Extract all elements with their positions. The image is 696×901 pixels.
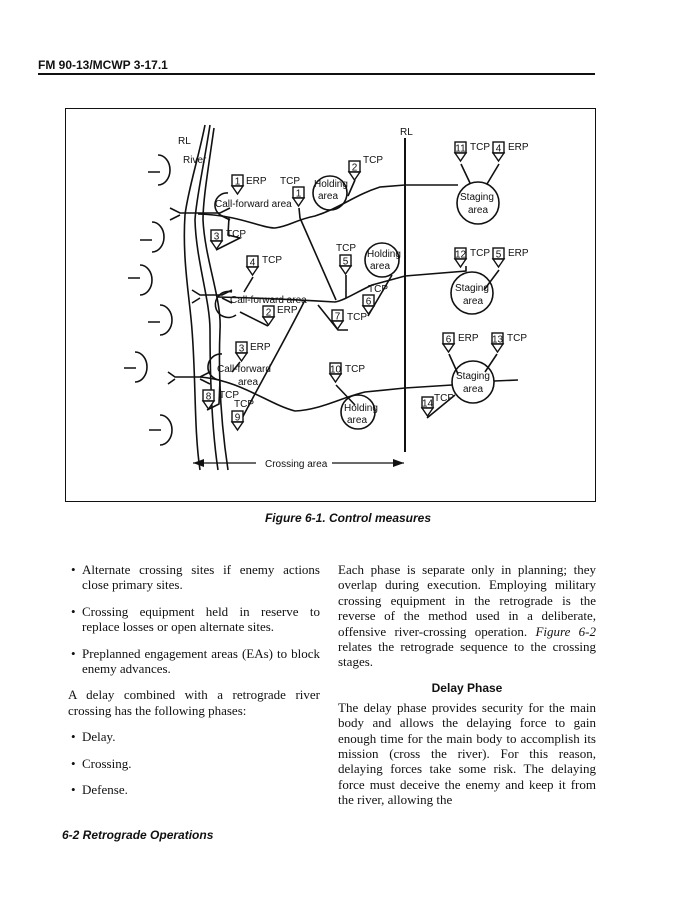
- bullet-item: • Preplanned engagement areas (EAs) to block enemy advances.: [68, 646, 320, 677]
- bullet-item: • Defense.: [68, 782, 320, 797]
- enemy-arc: [149, 415, 172, 445]
- marker-type: ERP: [508, 142, 529, 153]
- running-header: FM 90-13/MCWP 3-17.1: [38, 58, 168, 72]
- marker-type: TCP: [345, 364, 365, 375]
- erp-marker-4: [493, 142, 529, 161]
- left-column: [68, 562, 320, 808]
- marker-type: ERP: [250, 342, 271, 353]
- rl-label-right: RL: [400, 127, 413, 138]
- staging-label: area: [468, 205, 489, 216]
- marker-type: TCP: [470, 142, 490, 153]
- marker-type: TCP: [363, 155, 383, 166]
- marker-number: 11: [455, 143, 466, 155]
- rl-label-left: RL: [178, 136, 191, 147]
- marker-type: TCP: [226, 229, 246, 240]
- tcp-marker-4: [247, 255, 282, 275]
- holding-label: area: [318, 191, 339, 202]
- paragraph: Each phase is separate only in planning; they overlap during execution. Employing military crossing equipment in the retrograde is the reverse of the method used in a deliberate, offensive river-crossing operation. Figure 6-2 relates the retrograde sequence to the crossing stages.: [338, 562, 597, 670]
- marker-number: 7: [334, 311, 341, 323]
- marker-type: ERP: [277, 305, 298, 316]
- marker-number: 6: [445, 334, 452, 346]
- enemy-arc: [140, 222, 164, 252]
- figure-caption: Figure 6-1. Control measures: [264, 511, 432, 525]
- marker-type: TCP: [470, 248, 490, 259]
- marker-number: 5: [495, 249, 502, 261]
- holding-label: Holding: [367, 249, 401, 260]
- cfa-label: Call-forward area: [215, 199, 292, 210]
- marker-type: ERP: [246, 176, 267, 187]
- paragraph: The delay phase provides security for the main body and allows the delaying force to gain enough time for the main body to accomplish its mission (cross the river). For this reason, delaying forces take some risk. The delaying force must deceive the enemy and keep it from the river, allowing the: [338, 699, 596, 808]
- tcp-marker-11: [455, 142, 490, 161]
- enemy-arc: [124, 352, 147, 382]
- marker-type: ERP: [458, 333, 479, 344]
- cfa-label: Call-forward area: [230, 295, 307, 306]
- bullet-item: • Crossing equipment held in reserve to replace losses or open alternate sites.: [68, 604, 320, 635]
- staging-label: area: [463, 296, 484, 307]
- marker-type: ERP: [508, 248, 529, 259]
- staging-area-3: [452, 361, 494, 403]
- tcp-marker-5: [336, 243, 356, 274]
- tcp-marker-7: [332, 310, 367, 329]
- marker-number: 14: [421, 398, 434, 410]
- river-label: River: [183, 155, 207, 166]
- bullet-item: • Crossing.: [68, 756, 320, 771]
- holding-label: area: [370, 261, 391, 272]
- marker-type: TCP: [368, 284, 388, 295]
- marker-number: 9: [234, 412, 241, 424]
- marker-type: TCP: [280, 176, 300, 187]
- holding-label: Holding: [314, 179, 348, 190]
- right-column: [338, 562, 596, 819]
- crossing-area-label: Crossing area: [265, 459, 328, 470]
- erp-marker-2: [263, 305, 298, 325]
- marker-number: 4: [249, 257, 256, 269]
- figure-reference: Figure 6-2: [535, 623, 597, 639]
- tcp-marker-2: [349, 155, 383, 180]
- marker-number: 3: [213, 231, 220, 243]
- tcp-marker-13: [492, 333, 527, 352]
- tcp-marker-14: [422, 393, 454, 416]
- marker-number: 2: [265, 307, 272, 319]
- paragraph: A delay combined with a retrograde river crossing has the following phases:: [68, 687, 320, 718]
- tcp-marker-3: [211, 229, 246, 249]
- section-heading: Delay Phase: [431, 680, 503, 695]
- holding-label: area: [347, 415, 368, 426]
- marker-type: TCP: [262, 255, 282, 266]
- staging-label: area: [463, 384, 484, 395]
- staging-label: Staging: [456, 371, 490, 382]
- marker-number: 12: [454, 249, 467, 261]
- marker-type: TCP: [434, 393, 454, 404]
- erp-marker-1: [232, 175, 267, 194]
- tcp-marker-9: [232, 399, 254, 430]
- cfa-label: area: [238, 377, 259, 388]
- marker-number: 3: [238, 343, 245, 355]
- marker-number: 10: [329, 364, 342, 376]
- marker-type: TCP: [336, 243, 356, 254]
- bullet-item: • Delay.: [68, 729, 320, 744]
- marker-number: 1: [234, 176, 241, 188]
- marker-number: 8: [205, 391, 212, 403]
- marker-type: TCP: [219, 390, 239, 401]
- erp-marker-6: [443, 333, 479, 352]
- cfa-label: Call-forward: [217, 364, 271, 375]
- marker-number: 5: [342, 256, 349, 268]
- page-footer: 6-2 Retrograde Operations: [62, 828, 214, 842]
- marker-number: 4: [495, 143, 502, 155]
- enemy-arc: [148, 305, 172, 335]
- marker-number: 13: [491, 334, 504, 346]
- marker-number: 6: [365, 296, 372, 308]
- tcp-marker-6: [363, 284, 388, 314]
- staging-label: Staging: [455, 283, 489, 294]
- staging-label: Staging: [460, 192, 494, 203]
- bullet-item: • Alternate crossing sites if enemy actions close primary sites.: [68, 562, 320, 593]
- marker-type: TCP: [507, 333, 527, 344]
- erp-marker-3: [236, 342, 271, 361]
- holding-label: Holding: [344, 403, 378, 414]
- tcp-marker-12: [455, 248, 490, 267]
- enemy-arc: [128, 265, 152, 295]
- marker-number: 2: [351, 162, 358, 174]
- enemy-arc: [148, 155, 170, 185]
- staging-area-1: [457, 182, 499, 224]
- tcp-marker-10: [330, 363, 365, 382]
- marker-type: TCP: [234, 399, 254, 410]
- marker-type: TCP: [347, 312, 367, 323]
- marker-number: 1: [295, 188, 302, 200]
- erp-marker-5: [493, 248, 529, 267]
